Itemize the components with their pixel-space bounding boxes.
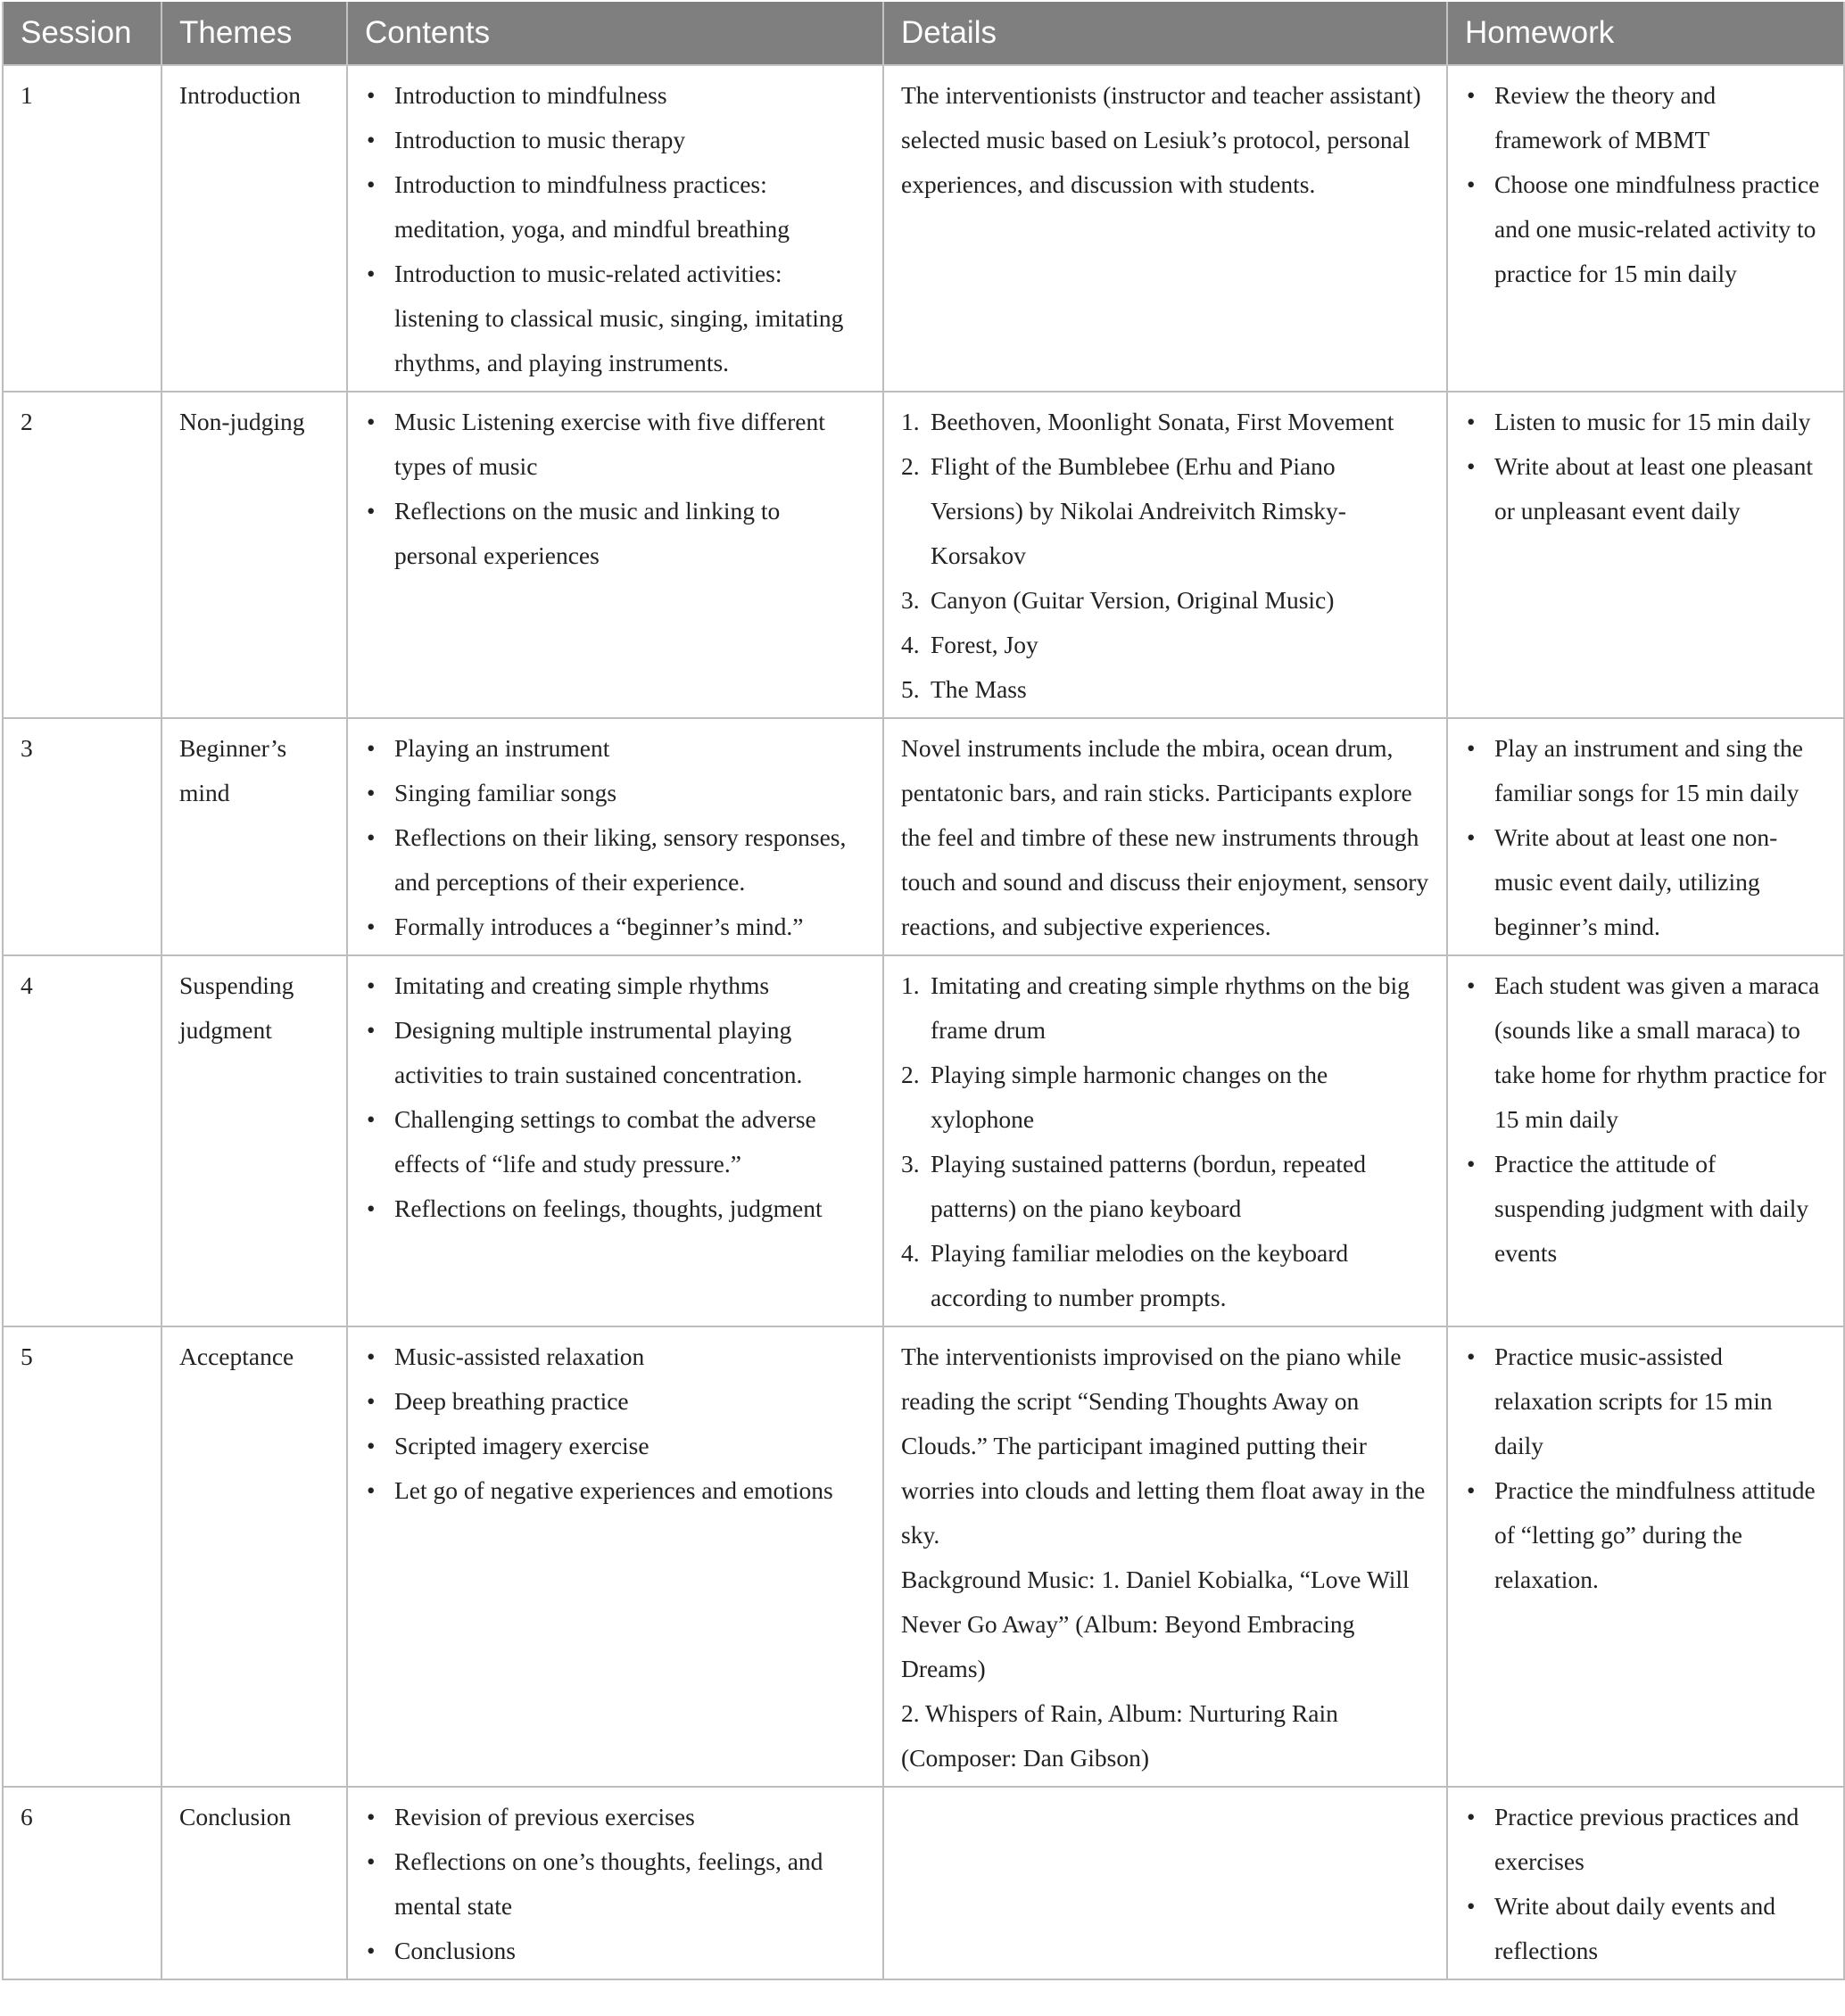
list-number: 2.: [901, 1061, 920, 1088]
homework-list: [1465, 400, 1826, 533]
list-item: • Write about at least one pleasant or unpleasant event daily: [1465, 444, 1826, 533]
list-item: • Let go of negative experiences and emotions: [365, 1468, 865, 1513]
list-item: [901, 623, 1429, 667]
contents-cell: [347, 1326, 883, 1787]
list-number: 1.: [901, 408, 920, 435]
contents-list: [365, 73, 865, 385]
contents-cell: [347, 1787, 883, 1979]
list-text: Flight of the Bumblebee (Erhu and Piano Versions) by Nikolai Andreivitch Rimsky-Korsakov: [931, 452, 1346, 569]
table-body: [3, 65, 1844, 1979]
list-text: The Mass: [931, 675, 1027, 703]
list-number: 4.: [901, 631, 920, 658]
list-item: [901, 578, 1429, 623]
details-text: The interventionists improvised on the piano while reading the script “Sending Thoughts Away on Clouds.” The participant imagined putting their worries into clouds and letting them float away in the sky. Background Music: 1. Daniel Kobialka, “Love Will Never Go Away” (Album: Beyond Embracing Dreams) 2. Whispers of Rain, Album: Nurturing Rain (Composer: Dan Gibson): [901, 1343, 1426, 1772]
header-details: Details: [883, 2, 1447, 65]
homework-cell: [1447, 65, 1844, 392]
list-number: 3.: [901, 1150, 920, 1177]
list-item: • Choose one mindfulness practice and one music-related activity to practice for 15 min daily: [1465, 162, 1826, 296]
contents-list: [365, 400, 865, 578]
contents-cell: [347, 955, 883, 1326]
contents-cell: [347, 392, 883, 718]
details-cell: [883, 1787, 1447, 1979]
session-cell: 1: [3, 65, 161, 392]
list-text: Beethoven, Moonlight Sonata, First Movement: [931, 408, 1394, 435]
homework-cell: [1447, 955, 1844, 1326]
list-item: • Music Listening exercise with five different types of music: [365, 400, 865, 489]
header-row: [3, 2, 1844, 65]
list-item: • Introduction to music therapy: [365, 118, 865, 162]
session-cell: 4: [3, 955, 161, 1326]
list-item: • Review the theory and framework of MBMT: [1465, 73, 1826, 162]
list-item: • Practice the mindfulness attitude of “letting go” during the relaxation.: [1465, 1468, 1826, 1602]
contents-cell: [347, 718, 883, 955]
session-cell: 6: [3, 1787, 161, 1979]
list-item: • Each student was given a maraca (sounds like a small maraca) to take home for rhythm practice for 15 min daily: [1465, 963, 1826, 1142]
homework-list: [1465, 726, 1826, 949]
details-cell: [883, 955, 1447, 1326]
list-item: • Write about at least one non-music event daily, utilizing beginner’s mind.: [1465, 815, 1826, 949]
list-text: Playing sustained patterns (bordun, repeated patterns) on the piano keyboard: [931, 1150, 1366, 1222]
list-item: • Designing multiple instrumental playing activities to train sustained concentration.: [365, 1008, 865, 1097]
list-text: Playing familiar melodies on the keyboard according to number prompts.: [931, 1239, 1349, 1311]
session-cell: 5: [3, 1326, 161, 1787]
list-item: • Reflections on the music and linking to personal experiences: [365, 489, 865, 578]
contents-list: [365, 963, 865, 1231]
list-item: • Conclusions: [365, 1929, 865, 1973]
list-item: [901, 667, 1429, 712]
list-item: • Listen to music for 15 min daily: [1465, 400, 1826, 444]
list-text: Canyon (Guitar Version, Original Music): [931, 586, 1335, 614]
table-row: [3, 65, 1844, 392]
homework-list: [1465, 1334, 1826, 1602]
list-number: 5.: [901, 675, 920, 703]
list-item: [901, 444, 1429, 578]
list-text: Playing simple harmonic changes on the xylophone: [931, 1061, 1328, 1133]
header-homework: Homework: [1447, 2, 1844, 65]
list-text: Imitating and creating simple rhythms on the big frame drum: [931, 971, 1410, 1044]
table-row: [3, 718, 1844, 955]
list-item: • Practice the attitude of suspending judgment with daily events: [1465, 1142, 1826, 1276]
homework-list: [1465, 73, 1826, 296]
theme-cell: Non-judging: [161, 392, 347, 718]
theme-cell: Introduction: [161, 65, 347, 392]
contents-list: [365, 1795, 865, 1973]
mbmt-session-table: [2, 2, 1845, 1980]
session-cell: 2: [3, 392, 161, 718]
list-item: • Reflections on their liking, sensory responses, and perceptions of their experience.: [365, 815, 865, 905]
list-text: Forest, Joy: [931, 631, 1038, 658]
list-item: [901, 1231, 1429, 1320]
theme-cell: Conclusion: [161, 1787, 347, 1979]
homework-list: [1465, 963, 1826, 1276]
list-item: • Write about daily events and reflections: [1465, 1884, 1826, 1973]
list-item: [901, 400, 1429, 444]
list-item: [901, 963, 1429, 1053]
list-item: • Formally introduces a “beginner’s mind.”: [365, 905, 865, 949]
table-row: [3, 955, 1844, 1326]
contents-list: [365, 726, 865, 949]
list-item: • Deep breathing practice: [365, 1379, 865, 1424]
homework-cell: [1447, 1326, 1844, 1787]
list-item: [901, 1142, 1429, 1231]
header-themes: Themes: [161, 2, 347, 65]
details-text: Novel instruments include the mbira, ocean drum, pentatonic bars, and rain sticks. Participants explore the feel and timbre of these new instruments through touch and sound and discuss their enjoyment, sensory reactions, and subjective experiences.: [901, 734, 1429, 940]
header-session: Session: [3, 2, 161, 65]
list-item: • Scripted imagery exercise: [365, 1424, 865, 1468]
list-item: • Reflections on one’s thoughts, feelings, and mental state: [365, 1839, 865, 1929]
homework-cell: [1447, 718, 1844, 955]
details-list: [901, 963, 1429, 1320]
list-item: • Practice music-assisted relaxation scripts for 15 min daily: [1465, 1334, 1826, 1468]
list-item: • Introduction to mindfulness: [365, 73, 865, 118]
table-row: [3, 1787, 1844, 1979]
session-cell: 3: [3, 718, 161, 955]
list-item: • Singing familiar songs: [365, 771, 865, 815]
list-number: 3.: [901, 586, 920, 614]
details-list: [901, 400, 1429, 712]
list-item: • Challenging settings to combat the adverse effects of “life and study pressure.”: [365, 1097, 865, 1186]
details-cell: [883, 392, 1447, 718]
header-contents: Contents: [347, 2, 883, 65]
details-cell: [883, 1326, 1447, 1787]
contents-cell: [347, 65, 883, 392]
list-item: • Introduction to music-related activities: listening to classical music, singing, imitating rhythms, and playing instruments.: [365, 252, 865, 385]
list-item: • Revision of previous exercises: [365, 1795, 865, 1839]
table-row: [3, 392, 1844, 718]
list-item: • Imitating and creating simple rhythms: [365, 963, 865, 1008]
details-cell: [883, 718, 1447, 955]
list-item: • Reflections on feelings, thoughts, judgment: [365, 1186, 865, 1231]
list-item: • Playing an instrument: [365, 726, 865, 771]
contents-list: [365, 1334, 865, 1513]
homework-cell: [1447, 392, 1844, 718]
list-item: • Introduction to mindfulness practices: meditation, yoga, and mindful breathing: [365, 162, 865, 252]
list-number: 1.: [901, 971, 920, 999]
homework-cell: [1447, 1787, 1844, 1979]
theme-cell: Acceptance: [161, 1326, 347, 1787]
list-item: • Play an instrument and sing the familiar songs for 15 min daily: [1465, 726, 1826, 815]
table-row: [3, 1326, 1844, 1787]
theme-cell: Beginner’s mind: [161, 718, 347, 955]
homework-list: [1465, 1795, 1826, 1973]
details-text: The interventionists (instructor and teacher assistant) selected music based on Lesiuk’s protocol, personal experiences, and discussion with students.: [901, 81, 1421, 198]
list-item: • Music-assisted relaxation: [365, 1334, 865, 1379]
list-number: 4.: [901, 1239, 920, 1267]
list-item: • Practice previous practices and exercises: [1465, 1795, 1826, 1884]
details-cell: [883, 65, 1447, 392]
list-number: 2.: [901, 452, 920, 480]
list-item: [901, 1053, 1429, 1142]
theme-cell: Suspending judgment: [161, 955, 347, 1326]
